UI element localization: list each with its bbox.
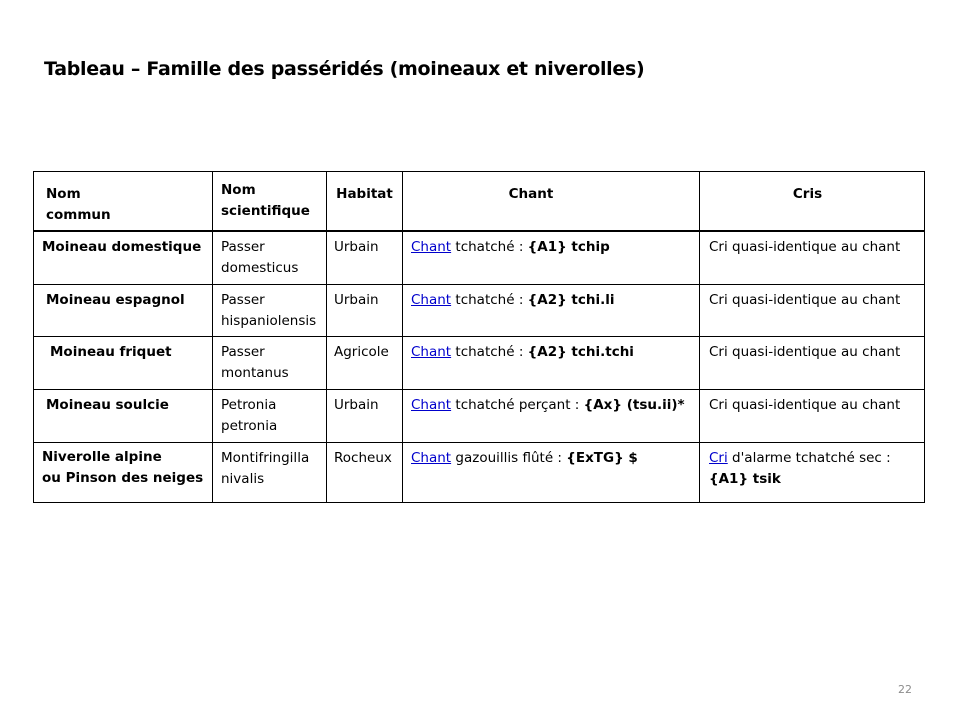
chant-link[interactable]: Chant xyxy=(411,292,452,308)
cell-chant: Chant gazouillis flûté : {ExTG} $ xyxy=(403,443,700,502)
passerides-table xyxy=(33,171,925,503)
cell-nom-commun: Moineau friquet xyxy=(34,337,213,389)
header-habitat: Habitat xyxy=(327,172,403,230)
table-row xyxy=(34,232,924,285)
table-row xyxy=(34,285,924,337)
page-number: 22 xyxy=(898,683,912,696)
cell-habitat: Urbain xyxy=(327,390,403,442)
table-row xyxy=(34,443,924,502)
cell-cri: Cri d'alarme tchatché sec : {A1} tsik xyxy=(709,450,891,487)
cell-habitat: Urbain xyxy=(327,232,403,284)
cri-link[interactable]: Cri xyxy=(709,450,728,466)
header-nom-scientifique: Nom scientifique xyxy=(213,172,327,230)
page-title: Tableau – Famille des passéridés (moineaux et niverolles) xyxy=(44,58,645,80)
cell-nom-commun: Moineau espagnol xyxy=(34,285,213,336)
chant-link[interactable]: Chant xyxy=(411,239,452,255)
cell-nom-scientifique: Petronia petronia xyxy=(213,390,327,442)
cell-chant: Chant tchatché : {A2} tchi.li xyxy=(403,285,700,336)
cell-nom-scientifique: Passer montanus xyxy=(213,337,327,389)
header-chant: Chant xyxy=(403,172,700,230)
table-row xyxy=(34,337,924,390)
cell-cri: Cri quasi-identique au chant xyxy=(709,397,901,413)
cell-habitat: Rocheux xyxy=(327,443,403,502)
chant-link[interactable]: Chant xyxy=(411,397,452,413)
header-cris: Cris xyxy=(792,186,823,202)
cell-nom-scientifique: Passer hispaniolensis xyxy=(213,285,327,336)
cell-nom-scientifique: Montifringilla nivalis xyxy=(213,443,327,502)
table-header-row xyxy=(34,172,924,232)
cell-chant: Chant tchatché perçant : {Ax} (tsu.ii)* xyxy=(403,390,700,442)
cell-habitat: Urbain xyxy=(327,285,403,336)
cell-cri: Cri quasi-identique au chant xyxy=(709,292,901,308)
cell-cri: Cri quasi-identique au chant xyxy=(709,344,901,360)
table-row xyxy=(34,390,924,443)
cell-nom-commun: Niverolle alpine ou Pinson des neiges xyxy=(34,443,213,502)
cell-nom-commun: Moineau domestique xyxy=(34,232,213,284)
chant-link[interactable]: Chant xyxy=(411,450,452,466)
cell-cri: Cri quasi-identique au chant xyxy=(709,239,901,255)
cell-nom-commun: Moineau soulcie xyxy=(34,390,213,442)
chant-link[interactable]: Chant xyxy=(411,344,452,360)
cell-nom-scientifique: Passer domesticus xyxy=(213,232,327,284)
cell-chant: Chant tchatché : {A2} tchi.tchi xyxy=(403,337,700,389)
header-nom-commun: Nom commun xyxy=(34,172,213,230)
cell-habitat: Agricole xyxy=(327,337,403,389)
cell-chant: Chant tchatché : {A1} tchip xyxy=(403,232,700,284)
